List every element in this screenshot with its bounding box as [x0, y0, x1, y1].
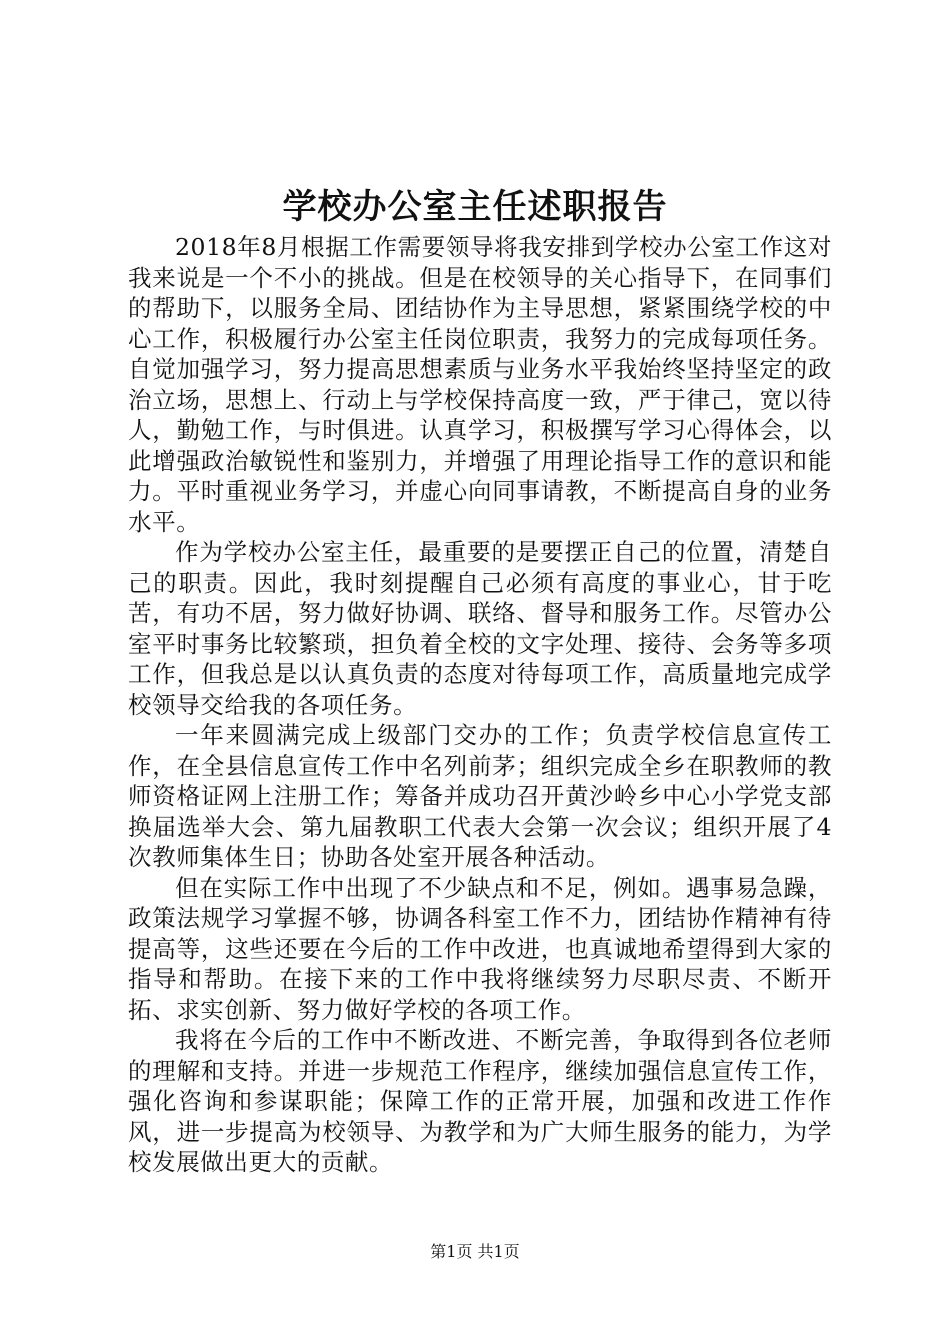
document-body [128, 232, 832, 1178]
paragraph-5: 我将在今后的工作中不断改进、不断完善，争取得到各位老师的理解和支持。并进一步规范工作程序，继续加强信息宣传工作，强化咨询和参谋职能；保障工作的正常开展，加强和改进工作作风，进一步提高为校领导、为教学和为广大师生服务的能力，为学校发展做出更大的贡献。 [128, 1026, 832, 1176]
paragraph-4: 但在实际工作中出现了不少缺点和不足，例如。遇事易急躁，政策法规学习掌握不够，协调各科室工作不力，团结协作精神有待提高等，这些还要在今后的工作中改进，也真诚地希望得到大家的指导和帮助。在接下来的工作中我将继续努力尽职尽责、不断开拓、求实创新、努力做好学校的各项工作。 [128, 873, 832, 1024]
paragraph-1: 2018年8月根据工作需要领导将我安排到学校办公室工作这对我来说是一个不小的挑战。但是在校领导的关心指导下，在同事们的帮助下，以服务全局、团结协作为主导思想，紧紧围绕学校的中心工作，积极履行办公室主任岗位职责，我努力的完成每项任务。自觉加强学习，努力提高思想素质与业务水平我始终坚持坚定的政治立场，思想上、行动上与学校保持高度一致，严于律己，宽以待人，勤勉工作，与时俱进。认真学习，积极撰写学习心得体会，以此增强政治敏锐性和鉴别力，并增强了用理论指导工作的意识和能力。平时重视业务学习，并虚心向同事请教，不断提高自身的业务水平。 [128, 233, 832, 536]
paragraph-2: 作为学校办公室主任，最重要的是要摆正自己的位置，清楚自己的职责。因此，我时刻提醒自己必须有高度的事业心，甘于吃苦，有功不居，努力做好协调、联络、督导和服务工作。尽管办公室平时事务比较繁琐，担负着全校的文字处理、接待、会务等多项工作，但我总是以认真负责的态度对待每项工作，高质量地完成学校领导交给我的各项任务。 [128, 538, 832, 719]
page-number-footer: 第1页 共1页 [430, 1242, 520, 1261]
paragraph-3: 一年来圆满完成上级部门交办的工作；负责学校信息宣传工作，在全县信息宣传工作中名列前茅；组织完成全乡在职教师的教师资格证网上注册工作；筹备并成功召开黄沙岭乡中心小学党支部换届选举大会、第九届教职工代表大会第一次会议；组织开展了4次教师集体生日；协助各处室开展各种活动。 [128, 721, 832, 871]
document-title: 学校办公室主任述职报告 [282, 187, 668, 227]
